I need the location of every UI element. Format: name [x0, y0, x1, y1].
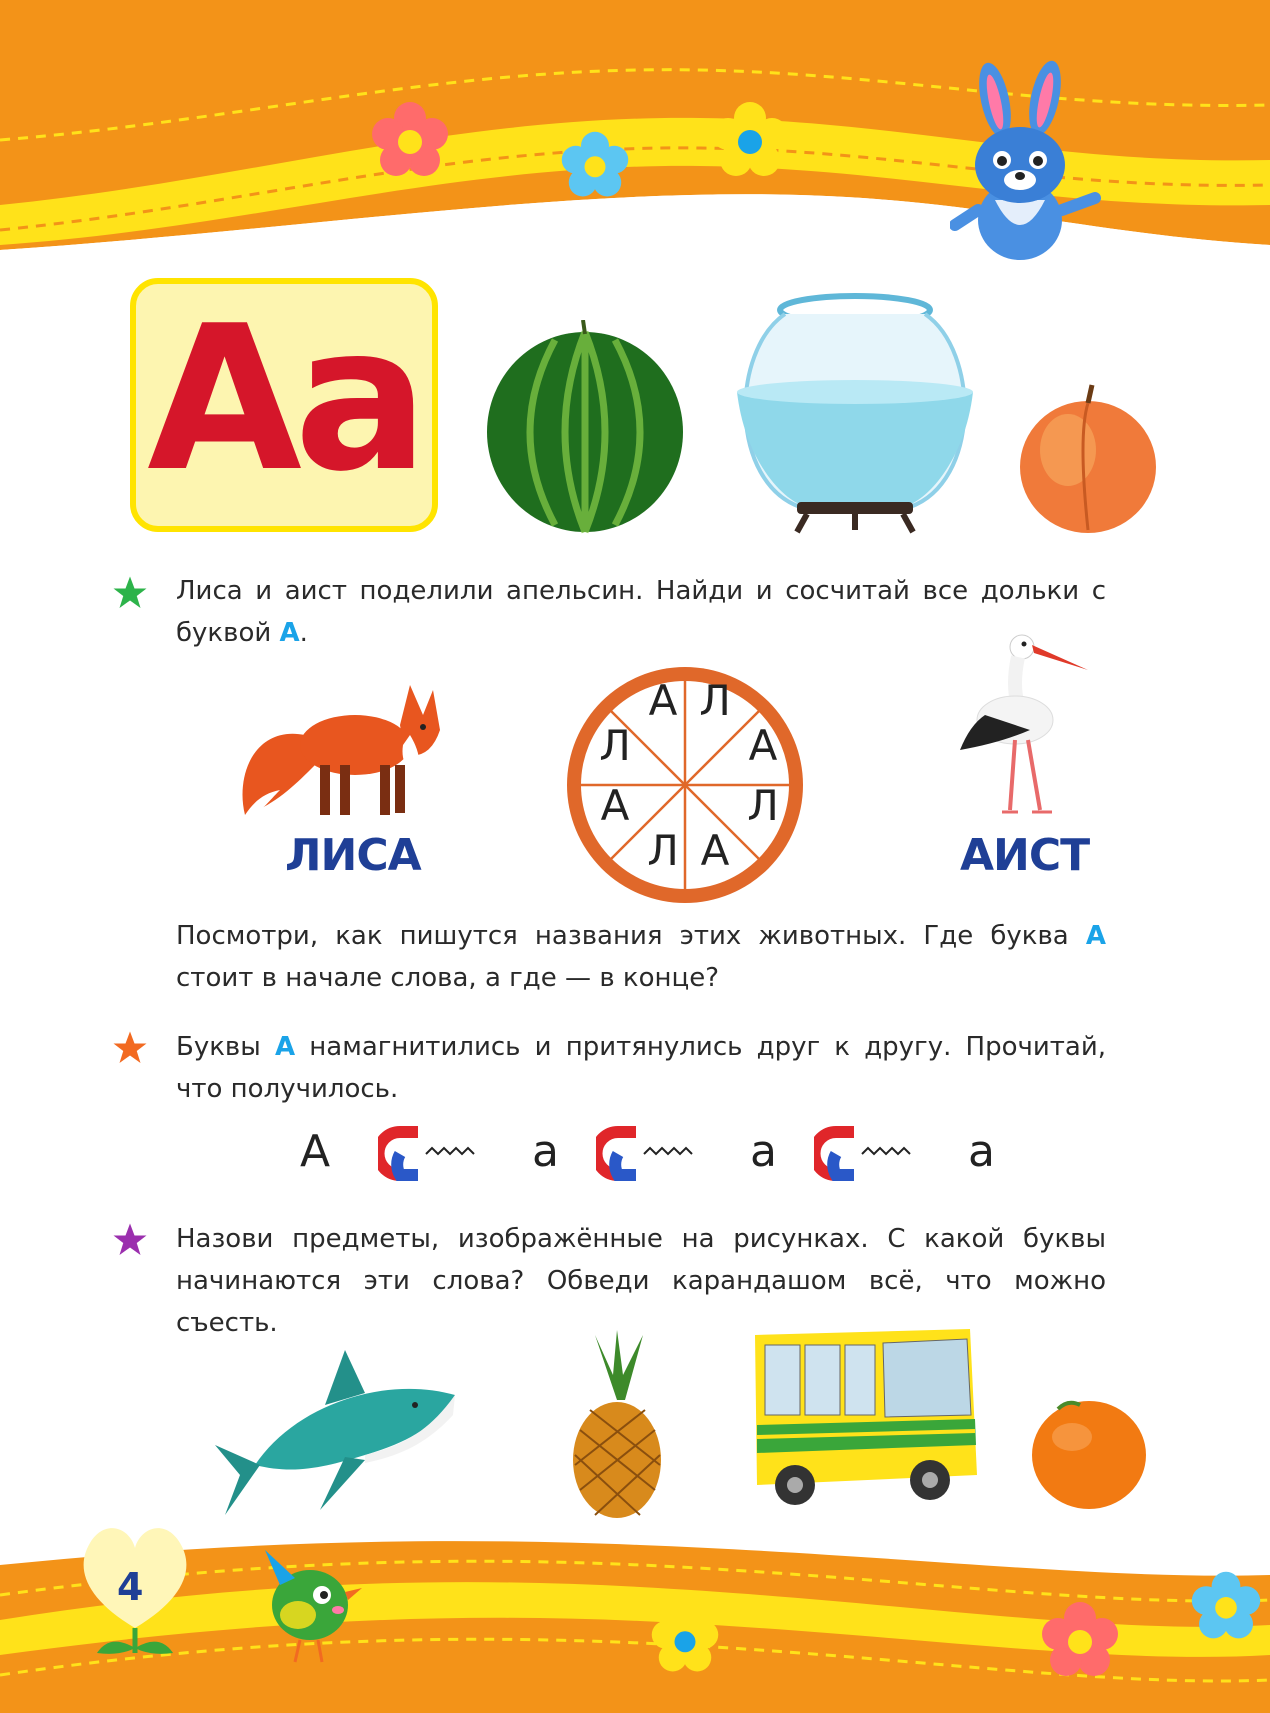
stork-icon: [960, 625, 1100, 820]
green-star-icon: [112, 575, 148, 611]
bird-icon: [260, 1540, 370, 1670]
orange-slice-letter: А: [600, 781, 630, 830]
magnet-icon: [814, 1126, 929, 1181]
orange-slice-letter: Л: [647, 826, 679, 875]
orange-slice-letter: А: [648, 676, 678, 725]
flower-icon: [710, 100, 790, 180]
pineapple-icon: [565, 1330, 670, 1520]
fishbowl-icon: [725, 292, 985, 537]
highlight-letter: А: [279, 618, 300, 648]
bunny-mascot-icon: [950, 60, 1110, 260]
highlight-letter: А: [274, 1032, 296, 1062]
orange-slice-letter: Л: [599, 721, 631, 770]
orange-star-icon: [112, 1030, 148, 1066]
chain-letter: А: [300, 1126, 331, 1177]
orange-slice-letter: Л: [699, 676, 731, 725]
flower-icon: [560, 130, 630, 200]
word-fox: ЛИСА: [285, 830, 421, 881]
magnet-icon: [596, 1126, 711, 1181]
chain-letter: а: [532, 1126, 559, 1177]
fox-icon: [235, 665, 465, 825]
orange-slice-letter: Л: [747, 781, 779, 830]
flower-icon: [1190, 1570, 1262, 1642]
purple-star-icon: [112, 1222, 148, 1258]
flower-icon: [370, 100, 450, 180]
task2-text: Буквы А намагнитились и притянулись друг к другу. Прочитай, что получилось.: [176, 1032, 1107, 1104]
chain-letter: а: [968, 1126, 995, 1177]
task3-text: Назови предметы, изображённые на рисунках. С какой буквы начинаются эти слова? Обведи карандашом всё, что можно съесть.: [176, 1224, 1106, 1338]
watermelon-icon: [485, 320, 685, 535]
flower-icon: [650, 1605, 720, 1675]
word-stork: АИСТ: [960, 830, 1090, 881]
orange-slice-letter: А: [748, 721, 778, 770]
apricot-icon: [1018, 375, 1158, 535]
chain-letter: а: [750, 1126, 777, 1177]
magnet-icon: [378, 1126, 493, 1181]
bus-icon: [745, 1325, 980, 1510]
highlight-letter: А: [1085, 921, 1106, 951]
orange-slice-letter: А: [700, 826, 730, 875]
task1-text: Лиса и аист поделили апельсин. Найди и сосчитай все дольки с буквой А.: [176, 576, 1106, 648]
task1b-text: Посмотри, как пишутся названия этих животных. Где буква А стоит в начале слова, а где — в конце?: [176, 921, 1106, 993]
letter-pair: Аа: [147, 283, 421, 516]
page-number: 4: [117, 1565, 144, 1609]
letter-card: [130, 278, 438, 532]
flower-icon: [1040, 1600, 1120, 1680]
orange-fruit-icon: [1030, 1395, 1148, 1510]
shark-icon: [215, 1345, 470, 1520]
